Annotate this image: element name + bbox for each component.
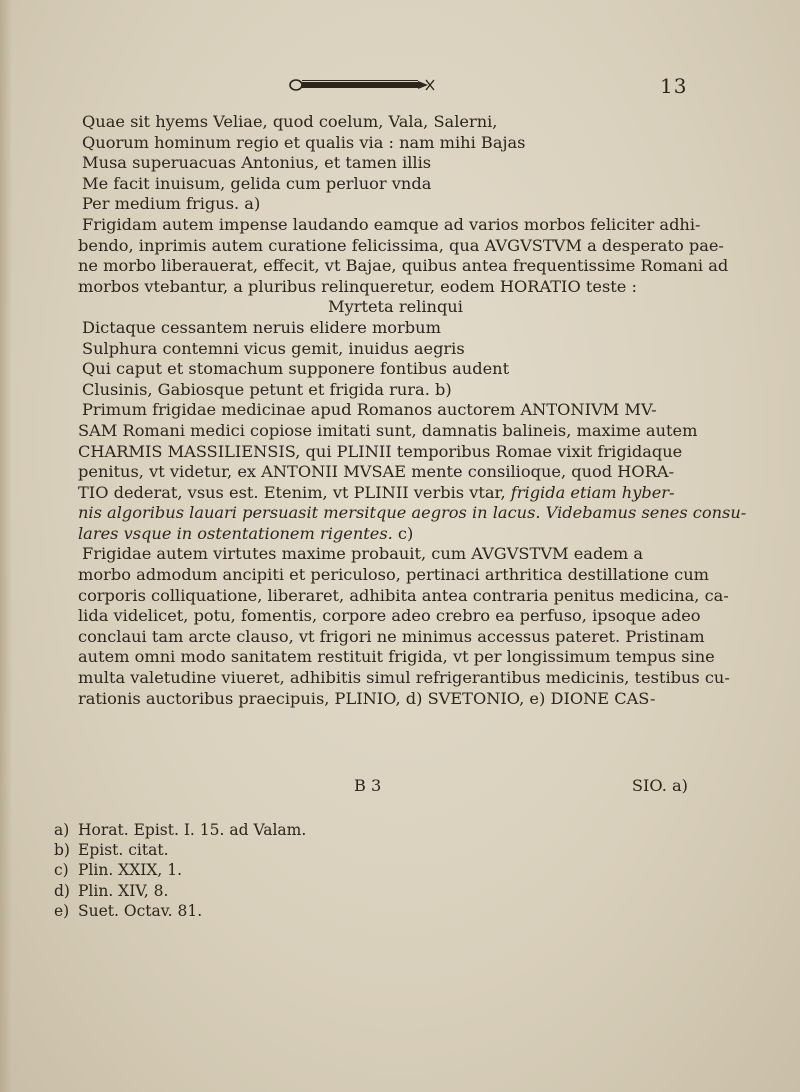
verse-line: Dictaque cessantem neruis elidere morbum: [82, 317, 441, 337]
footnote-mark: d): [54, 881, 70, 900]
verse-line: Sulphura contemni vicus gemit, inuidus aegris: [82, 338, 465, 358]
main-text: [78, 112, 747, 709]
text-line: SAM Romani medici copiose imitati sunt, damnatis balineis, maxime autem: [78, 420, 698, 440]
footnote: [54, 881, 454, 901]
text-line: multa valetudine viueret, adhibitis simul refrigerantibus medicinis, testibus cu-: [78, 668, 730, 688]
italic-quote: lares vsque in ostentationem rigentes.: [78, 523, 393, 543]
text-line: Primum frigidae medicinae apud Romanos auctorem ANTONIVM MV-: [82, 400, 657, 420]
footnote-ref: c): [392, 523, 414, 543]
footnotes: [54, 820, 454, 921]
text-line: corporis colliquatione, liberaret, adhibita antea contraria penitus medicina, ca-: [78, 585, 729, 605]
signature-row: [78, 776, 688, 798]
text-line: CHARMIS MASSILIENSIS, qui PLINII temporibus Romae vixit frigidaque: [78, 441, 683, 461]
verse-line: Qui caput et stomachum supponere fontibus audent: [82, 359, 510, 379]
text-segment: TIO dederat, vsus est. Etenim, vt PLINII verbis vtar,: [78, 482, 506, 502]
text-line: [78, 483, 688, 504]
footnote: [54, 901, 454, 921]
footnote: [54, 820, 454, 840]
text-line: [78, 524, 688, 545]
footnote-text: Suet. Octav. 81.: [78, 901, 203, 920]
verse-line: Quae sit hyems Veliae, quod coelum, Vala, Salerni,: [82, 112, 498, 131]
text-line: penitus, vt videtur, ex ANTONII MVSAE mente consilioque, quod HORA-: [78, 462, 675, 482]
running-head: [0, 70, 800, 100]
text-line: Frigidam autem impense laudando eamque ad varios morbos feliciter adhi-: [82, 214, 701, 234]
text-line: morbos vtebantur, a pluribus relinqueretur, eodem HORATIO teste :: [78, 276, 637, 296]
headpiece-ornament-icon: [288, 78, 436, 92]
footnote-mark: c): [54, 861, 69, 880]
footnote-mark: a): [54, 821, 70, 839]
verse-line: Musa superuacuas Antonius, et tamen illis: [82, 153, 432, 173]
italic-quote: frigida etiam hyber-: [510, 482, 675, 502]
text-line: morbo admodum ancipiti et periculoso, pertinaci arthritica destillatione cum: [78, 565, 709, 585]
footnote-mark: b): [54, 841, 70, 860]
footnote-text: Horat. Epist. I. 15. ad Valam.: [78, 821, 307, 839]
page-number: 13: [660, 74, 688, 98]
text-line: ne morbo liberauerat, effecit, vt Bajae, quibus antea frequentissime Romani ad: [78, 256, 729, 276]
text-line: autem omni modo sanitatem restituit frigida, vt per longissimum tempus sine: [78, 647, 715, 667]
footnote-text: Plin. XXIX, 1.: [78, 861, 183, 880]
footnote-text: Epist. citat.: [78, 841, 169, 860]
text-line: bendo, inprimis autem curatione felicissima, qua AVGVSTVM a desperato pae-: [78, 235, 724, 255]
verse-line: Quorum hominum regio et qualis via : nam mihi Bajas: [82, 132, 526, 152]
verse-line: Per medium frigus. a): [82, 194, 261, 214]
italic-quote-line: nis algoribus lauari persuasit mersitque aegros in lacus. Videbamus senes consu-: [78, 503, 747, 523]
footnote-text: Plin. XIV, 8.: [78, 881, 169, 900]
verse-line: Myrteta relinqui: [328, 297, 463, 317]
footnote: [54, 860, 454, 880]
verse-line: Me facit inuisum, gelida cum perluor vnda: [82, 173, 432, 193]
text-line: conclaui tam arcte clauso, vt frigori ne minimus accessus pateret. Pristinam: [78, 626, 705, 646]
footnote: [54, 840, 454, 860]
text-line: lida videlicet, potu, fomentis, corpore adeo crebro ea perfuso, ipsoque adeo: [78, 606, 701, 626]
signature-mark: B 3: [354, 776, 382, 795]
verse-line: Clusinis, Gabiosque petunt et frigida rura. b): [82, 379, 452, 399]
text-line: rationis auctoribus praecipuis, PLINIO, d) SVETONIO, e) DIONE CAS-: [78, 688, 656, 708]
text-line: Frigidae autem virtutes maxime probauit, cum AVGVSTVM eadem a: [82, 544, 644, 564]
footnote-mark: e): [54, 901, 70, 920]
catchword: SIO. a): [631, 776, 688, 795]
